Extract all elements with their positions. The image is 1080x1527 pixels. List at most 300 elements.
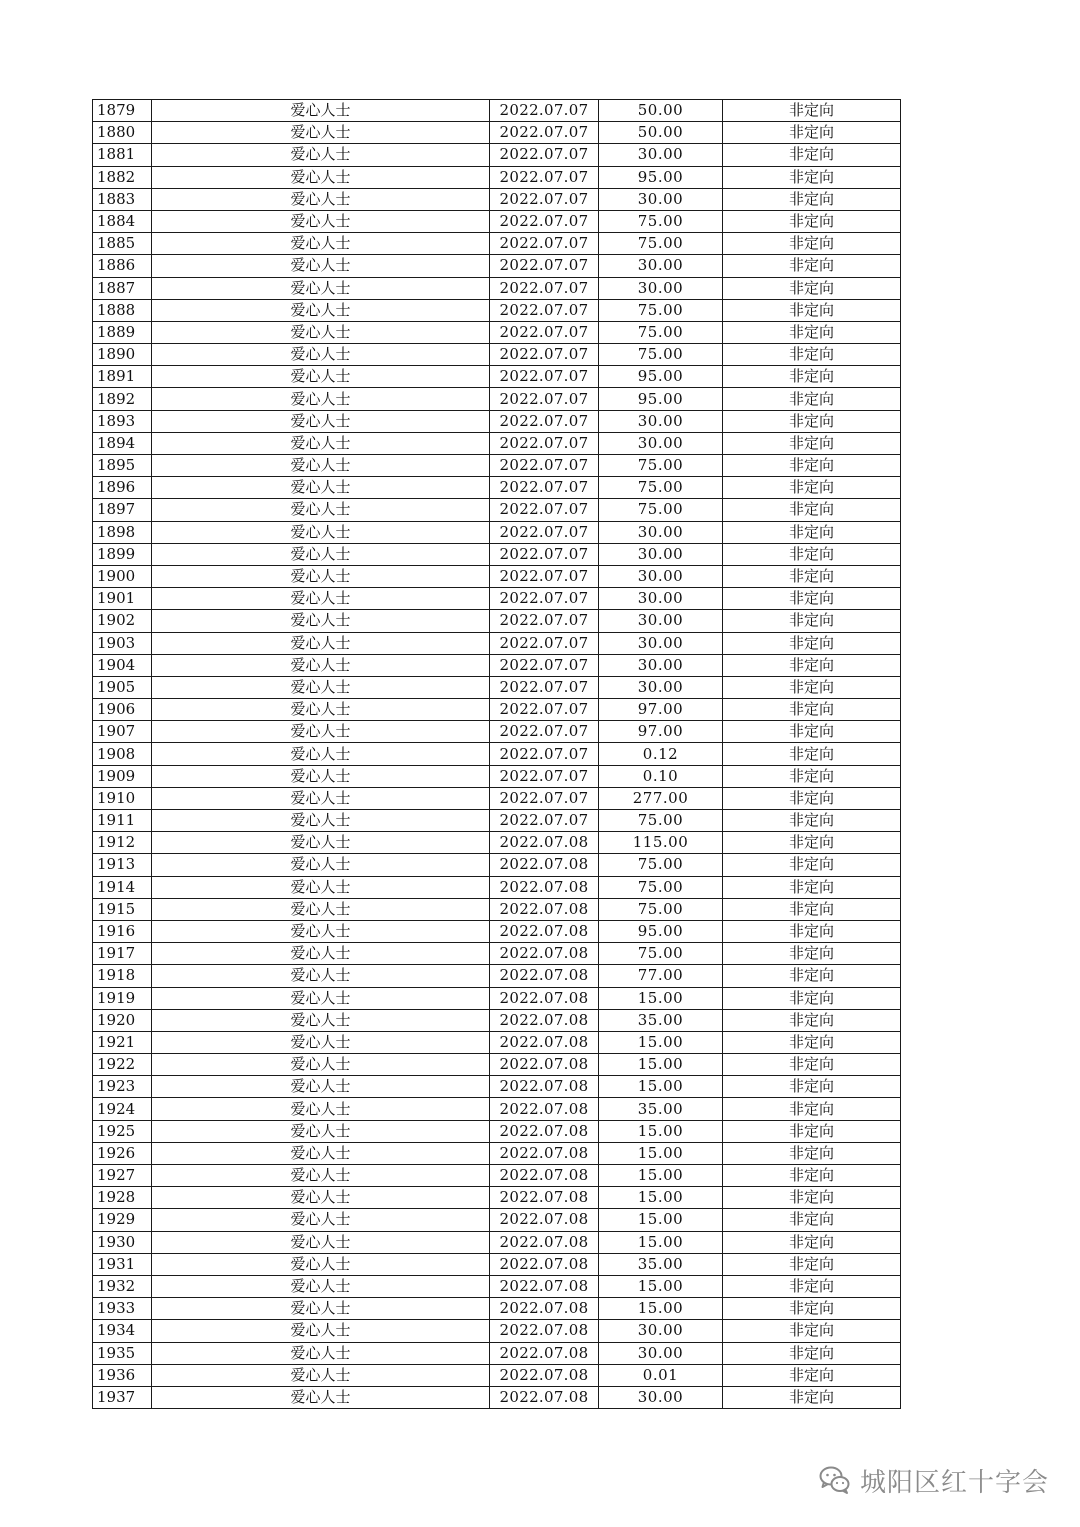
row-number-cell: 1930 [93,1231,152,1253]
table-row [93,1364,901,1386]
amount-cell: 30.00 [599,654,723,676]
donor-name-cell: 爱心人士 [152,1165,490,1187]
donation-type-cell: 非定向 [723,920,901,942]
amount-cell: 15.00 [599,1298,723,1320]
table-row [93,854,901,876]
amount-cell: 30.00 [599,432,723,454]
row-number-cell: 1881 [93,144,152,166]
row-number-cell: 1934 [93,1320,152,1342]
table-row [93,699,901,721]
table-row [93,455,901,477]
amount-cell: 15.00 [599,987,723,1009]
donation-type-cell: 非定向 [723,743,901,765]
donor-name-cell: 爱心人士 [152,699,490,721]
donation-type-cell: 非定向 [723,210,901,232]
donor-name-cell: 爱心人士 [152,1253,490,1275]
amount-cell: 35.00 [599,1253,723,1275]
row-number-cell: 1893 [93,410,152,432]
amount-cell: 15.00 [599,1031,723,1053]
amount-cell: 50.00 [599,100,723,122]
table-row [93,1209,901,1231]
row-number-cell: 1924 [93,1098,152,1120]
donor-name-cell: 爱心人士 [152,920,490,942]
donor-name-cell: 爱心人士 [152,743,490,765]
date-cell: 2022.07.08 [490,943,599,965]
row-number-cell: 1929 [93,1209,152,1231]
date-cell: 2022.07.07 [490,122,599,144]
donation-type-cell: 非定向 [723,455,901,477]
donation-type-cell: 非定向 [723,1187,901,1209]
date-cell: 2022.07.08 [490,1009,599,1031]
amount-cell: 30.00 [599,277,723,299]
donation-type-cell: 非定向 [723,699,901,721]
donation-type-cell: 非定向 [723,1386,901,1408]
donor-name-cell: 爱心人士 [152,1298,490,1320]
table-row [93,1298,901,1320]
date-cell: 2022.07.08 [490,1231,599,1253]
donation-type-cell: 非定向 [723,410,901,432]
donation-type-cell: 非定向 [723,543,901,565]
donation-type-cell: 非定向 [723,1009,901,1031]
table-row [93,832,901,854]
donation-type-cell: 非定向 [723,477,901,499]
table-row [93,388,901,410]
date-cell: 2022.07.08 [490,1253,599,1275]
donation-type-cell: 非定向 [723,1209,901,1231]
watermark [818,1460,1049,1500]
donor-name-cell: 爱心人士 [152,210,490,232]
amount-cell: 15.00 [599,1275,723,1297]
donor-name-cell: 爱心人士 [152,388,490,410]
amount-cell: 30.00 [599,521,723,543]
amount-cell: 75.00 [599,499,723,521]
donor-name-cell: 爱心人士 [152,1187,490,1209]
table-row [93,721,901,743]
row-number-cell: 1922 [93,1054,152,1076]
row-number-cell: 1883 [93,188,152,210]
donor-name-cell: 爱心人士 [152,299,490,321]
date-cell: 2022.07.07 [490,765,599,787]
table-row [93,654,901,676]
row-number-cell: 1891 [93,366,152,388]
donor-name-cell: 爱心人士 [152,721,490,743]
row-number-cell: 1905 [93,676,152,698]
amount-cell: 95.00 [599,166,723,188]
donation-type-cell: 非定向 [723,565,901,587]
row-number-cell: 1915 [93,898,152,920]
donor-name-cell: 爱心人士 [152,1142,490,1164]
row-number-cell: 1928 [93,1187,152,1209]
row-number-cell: 1894 [93,432,152,454]
table-row [93,1342,901,1364]
donation-type-cell: 非定向 [723,1054,901,1076]
amount-cell: 35.00 [599,1009,723,1031]
table-row [93,943,901,965]
row-number-cell: 1937 [93,1386,152,1408]
table-row [93,810,901,832]
row-number-cell: 1895 [93,455,152,477]
donation-type-cell: 非定向 [723,122,901,144]
date-cell: 2022.07.07 [490,188,599,210]
donor-name-cell: 爱心人士 [152,100,490,122]
date-cell: 2022.07.07 [490,100,599,122]
date-cell: 2022.07.07 [490,210,599,232]
row-number-cell: 1879 [93,100,152,122]
amount-cell: 75.00 [599,233,723,255]
donation-type-cell: 非定向 [723,854,901,876]
donation-type-cell: 非定向 [723,676,901,698]
donation-type-cell: 非定向 [723,277,901,299]
donor-name-cell: 爱心人士 [152,344,490,366]
table-row [93,543,901,565]
row-number-cell: 1920 [93,1009,152,1031]
table-row [93,1320,901,1342]
row-number-cell: 1902 [93,610,152,632]
date-cell: 2022.07.07 [490,787,599,809]
donor-name-cell: 爱心人士 [152,1209,490,1231]
amount-cell: 97.00 [599,721,723,743]
donation-type-cell: 非定向 [723,965,901,987]
donation-type-cell: 非定向 [723,632,901,654]
date-cell: 2022.07.07 [490,699,599,721]
donation-type-cell: 非定向 [723,432,901,454]
donor-name-cell: 爱心人士 [152,432,490,454]
table-row [93,499,901,521]
date-cell: 2022.07.08 [490,1320,599,1342]
date-cell: 2022.07.07 [490,344,599,366]
row-number-cell: 1911 [93,810,152,832]
donor-name-cell: 爱心人士 [152,898,490,920]
date-cell: 2022.07.08 [490,1142,599,1164]
donor-name-cell: 爱心人士 [152,521,490,543]
table-row [93,410,901,432]
amount-cell: 30.00 [599,255,723,277]
table-row [93,100,901,122]
amount-cell: 75.00 [599,299,723,321]
date-cell: 2022.07.08 [490,1076,599,1098]
table-row [93,521,901,543]
donation-type-cell: 非定向 [723,654,901,676]
donation-type-cell: 非定向 [723,765,901,787]
amount-cell: 75.00 [599,477,723,499]
table-row [93,920,901,942]
donor-name-cell: 爱心人士 [152,832,490,854]
amount-cell: 0.01 [599,1364,723,1386]
donation-type-cell: 非定向 [723,521,901,543]
row-number-cell: 1932 [93,1275,152,1297]
table-row [93,255,901,277]
row-number-cell: 1906 [93,699,152,721]
amount-cell: 75.00 [599,344,723,366]
date-cell: 2022.07.07 [490,499,599,521]
donation-type-cell: 非定向 [723,1098,901,1120]
table-row [93,588,901,610]
donor-name-cell: 爱心人士 [152,588,490,610]
date-cell: 2022.07.08 [490,898,599,920]
amount-cell: 15.00 [599,1076,723,1098]
donation-type-cell: 非定向 [723,344,901,366]
date-cell: 2022.07.08 [490,1209,599,1231]
table-row [93,122,901,144]
amount-cell: 97.00 [599,699,723,721]
table-row [93,610,901,632]
donation-type-cell: 非定向 [723,1031,901,1053]
row-number-cell: 1901 [93,588,152,610]
date-cell: 2022.07.07 [490,321,599,343]
row-number-cell: 1912 [93,832,152,854]
table-row [93,1076,901,1098]
donation-type-cell: 非定向 [723,100,901,122]
donation-type-cell: 非定向 [723,876,901,898]
donor-name-cell: 爱心人士 [152,1342,490,1364]
donation-type-cell: 非定向 [723,588,901,610]
table-row [93,965,901,987]
amount-cell: 30.00 [599,1386,723,1408]
date-cell: 2022.07.08 [490,1298,599,1320]
row-number-cell: 1900 [93,565,152,587]
donation-type-cell: 非定向 [723,610,901,632]
donation-type-cell: 非定向 [723,1120,901,1142]
amount-cell: 75.00 [599,876,723,898]
amount-cell: 30.00 [599,1342,723,1364]
date-cell: 2022.07.07 [490,277,599,299]
donor-name-cell: 爱心人士 [152,854,490,876]
donation-type-cell: 非定向 [723,898,901,920]
amount-cell: 75.00 [599,455,723,477]
row-number-cell: 1899 [93,543,152,565]
amount-cell: 30.00 [599,610,723,632]
row-number-cell: 1910 [93,787,152,809]
donation-type-cell: 非定向 [723,810,901,832]
date-cell: 2022.07.07 [490,588,599,610]
row-number-cell: 1904 [93,654,152,676]
amount-cell: 30.00 [599,410,723,432]
date-cell: 2022.07.07 [490,255,599,277]
donation-type-cell: 非定向 [723,1275,901,1297]
watermark-text: 城阳区红十字会 [860,1467,1050,1498]
date-cell: 2022.07.08 [490,1275,599,1297]
donor-name-cell: 爱心人士 [152,1120,490,1142]
table-row [93,366,901,388]
table-row [93,1142,901,1164]
row-number-cell: 1888 [93,299,152,321]
donor-name-cell: 爱心人士 [152,543,490,565]
row-number-cell: 1909 [93,765,152,787]
donation-type-cell: 非定向 [723,1253,901,1275]
row-number-cell: 1926 [93,1142,152,1164]
date-cell: 2022.07.07 [490,388,599,410]
table-row [93,765,901,787]
table-row [93,1165,901,1187]
amount-cell: 277.00 [599,787,723,809]
donor-name-cell: 爱心人士 [152,654,490,676]
table-row [93,898,901,920]
amount-cell: 15.00 [599,1120,723,1142]
row-number-cell: 1933 [93,1298,152,1320]
row-number-cell: 1903 [93,632,152,654]
date-cell: 2022.07.07 [490,521,599,543]
table-row [93,743,901,765]
date-cell: 2022.07.07 [490,144,599,166]
row-number-cell: 1925 [93,1120,152,1142]
date-cell: 2022.07.07 [490,543,599,565]
donor-name-cell: 爱心人士 [152,321,490,343]
wechat-icon [818,1463,852,1497]
amount-cell: 115.00 [599,832,723,854]
table-row [93,1386,901,1408]
row-number-cell: 1914 [93,876,152,898]
amount-cell: 50.00 [599,122,723,144]
donor-name-cell: 爱心人士 [152,610,490,632]
donor-name-cell: 爱心人士 [152,1076,490,1098]
donor-name-cell: 爱心人士 [152,277,490,299]
amount-cell: 30.00 [599,188,723,210]
amount-cell: 30.00 [599,676,723,698]
donor-name-cell: 爱心人士 [152,233,490,255]
amount-cell: 75.00 [599,943,723,965]
donation-type-cell: 非定向 [723,787,901,809]
date-cell: 2022.07.07 [490,455,599,477]
table-row [93,144,901,166]
table-row [93,632,901,654]
date-cell: 2022.07.08 [490,876,599,898]
donor-name-cell: 爱心人士 [152,455,490,477]
table-row [93,1054,901,1076]
date-cell: 2022.07.08 [490,1386,599,1408]
amount-cell: 75.00 [599,854,723,876]
table-row [93,1275,901,1297]
date-cell: 2022.07.08 [490,987,599,1009]
row-number-cell: 1896 [93,477,152,499]
date-cell: 2022.07.08 [490,854,599,876]
row-number-cell: 1885 [93,233,152,255]
donor-name-cell: 爱心人士 [152,499,490,521]
date-cell: 2022.07.07 [490,610,599,632]
row-number-cell: 1886 [93,255,152,277]
amount-cell: 95.00 [599,920,723,942]
donor-name-cell: 爱心人士 [152,765,490,787]
donor-name-cell: 爱心人士 [152,122,490,144]
row-number-cell: 1919 [93,987,152,1009]
amount-cell: 30.00 [599,543,723,565]
table-row [93,432,901,454]
donor-name-cell: 爱心人士 [152,787,490,809]
donor-name-cell: 爱心人士 [152,144,490,166]
date-cell: 2022.07.07 [490,632,599,654]
row-number-cell: 1913 [93,854,152,876]
table-row [93,321,901,343]
date-cell: 2022.07.08 [490,920,599,942]
donor-name-cell: 爱心人士 [152,987,490,1009]
row-number-cell: 1889 [93,321,152,343]
table-row [93,344,901,366]
amount-cell: 30.00 [599,588,723,610]
date-cell: 2022.07.08 [490,832,599,854]
donation-type-cell: 非定向 [723,987,901,1009]
amount-cell: 75.00 [599,321,723,343]
row-number-cell: 1907 [93,721,152,743]
table-row [93,299,901,321]
row-number-cell: 1892 [93,388,152,410]
table-row [93,1120,901,1142]
amount-cell: 35.00 [599,1098,723,1120]
donation-type-cell: 非定向 [723,299,901,321]
donor-name-cell: 爱心人士 [152,1386,490,1408]
table-row [93,1009,901,1031]
donation-type-cell: 非定向 [723,832,901,854]
donor-name-cell: 爱心人士 [152,188,490,210]
donation-type-cell: 非定向 [723,188,901,210]
table-row [93,1031,901,1053]
row-number-cell: 1927 [93,1165,152,1187]
row-number-cell: 1880 [93,122,152,144]
date-cell: 2022.07.07 [490,810,599,832]
donation-type-cell: 非定向 [723,321,901,343]
donor-name-cell: 爱心人士 [152,1231,490,1253]
date-cell: 2022.07.08 [490,1342,599,1364]
row-number-cell: 1917 [93,943,152,965]
date-cell: 2022.07.07 [490,721,599,743]
table-row [93,166,901,188]
donation-type-cell: 非定向 [723,1142,901,1164]
amount-cell: 15.00 [599,1054,723,1076]
row-number-cell: 1935 [93,1342,152,1364]
date-cell: 2022.07.07 [490,477,599,499]
donation-table-body [93,100,901,1409]
table-row [93,565,901,587]
amount-cell: 75.00 [599,898,723,920]
donation-type-cell: 非定向 [723,388,901,410]
donation-type-cell: 非定向 [723,1364,901,1386]
row-number-cell: 1882 [93,166,152,188]
date-cell: 2022.07.07 [490,299,599,321]
date-cell: 2022.07.07 [490,366,599,388]
donor-name-cell: 爱心人士 [152,366,490,388]
row-number-cell: 1890 [93,344,152,366]
table-row [93,1187,901,1209]
donor-name-cell: 爱心人士 [152,410,490,432]
amount-cell: 30.00 [599,632,723,654]
amount-cell: 15.00 [599,1231,723,1253]
date-cell: 2022.07.07 [490,743,599,765]
date-cell: 2022.07.07 [490,565,599,587]
row-number-cell: 1898 [93,521,152,543]
date-cell: 2022.07.08 [490,1364,599,1386]
table-row [93,787,901,809]
donation-type-cell: 非定向 [723,1298,901,1320]
donation-type-cell: 非定向 [723,1165,901,1187]
donor-name-cell: 爱心人士 [152,876,490,898]
date-cell: 2022.07.07 [490,166,599,188]
amount-cell: 0.12 [599,743,723,765]
amount-cell: 95.00 [599,388,723,410]
table-row [93,277,901,299]
donation-type-cell: 非定向 [723,144,901,166]
donation-type-cell: 非定向 [723,1231,901,1253]
row-number-cell: 1923 [93,1076,152,1098]
donation-type-cell: 非定向 [723,721,901,743]
donation-type-cell: 非定向 [723,366,901,388]
table-row [93,188,901,210]
date-cell: 2022.07.08 [490,1098,599,1120]
amount-cell: 30.00 [599,1320,723,1342]
date-cell: 2022.07.08 [490,1031,599,1053]
amount-cell: 75.00 [599,210,723,232]
date-cell: 2022.07.08 [490,1054,599,1076]
donor-name-cell: 爱心人士 [152,943,490,965]
donor-name-cell: 爱心人士 [152,1364,490,1386]
amount-cell: 30.00 [599,565,723,587]
